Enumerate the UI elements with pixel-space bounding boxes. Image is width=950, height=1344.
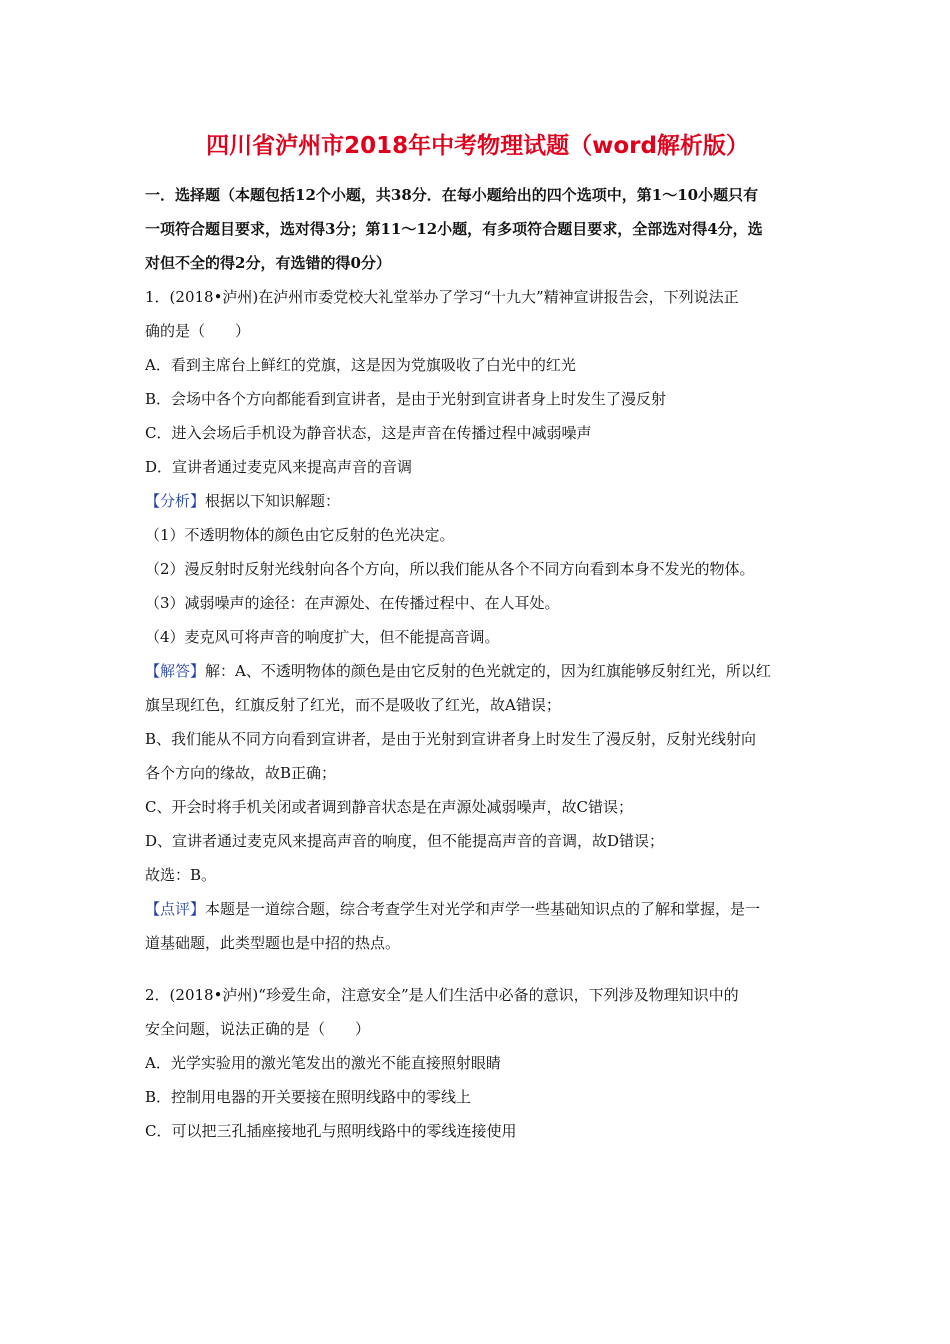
comment-heading <box>145 892 810 926</box>
analysis-point: （4）麦克风可将声音的响度扩大，但不能提高音调。 <box>145 628 500 646</box>
option-a: A．看到主席台上鲜红的党旗，这是因为党旗吸收了白光中的红光 <box>145 356 576 374</box>
section-line: 一项符合题目要求，选对得3分；第11～12小题，有多项符合题目要求，全部选对得4分，选 <box>145 220 763 238</box>
answer-line: 故选：B。 <box>145 866 217 884</box>
analysis-tag: 【分析】 <box>145 492 206 510</box>
analysis-heading <box>145 484 810 518</box>
answer-line: D、宣讲者通过麦克风来提高声音的响度，但不能提高声音的音调，故D错误； <box>145 832 665 850</box>
question-2 <box>145 978 810 1148</box>
document-title: 四川省泸州市2018年中考物理试题（word解析版） <box>206 133 749 159</box>
question-stem: 2．(2018•泸州)“珍爱生命，注意安全”是人们生活中必备的意识，下列涉及物理知识中的 <box>145 986 739 1004</box>
analysis-point: （2）漫反射时反射光线射向各个方向，所以我们能从各个不同方向看到本身不发光的物体。 <box>145 560 755 578</box>
answer-line: B、我们能从不同方向看到宣讲者，是由于光射到宣讲者身上时发生了漫反射，反射光线射向 <box>145 730 757 748</box>
answer-line: 各个方向的缘故，故B正确； <box>145 764 337 782</box>
option-c: C．进入会场后手机设为静音状态，这是声音在传播过程中减弱噪声 <box>145 424 592 442</box>
section-instructions <box>145 178 810 280</box>
option-a: A．光学实验用的激光笔发出的激光不能直接照射眼睛 <box>145 1054 501 1072</box>
question-1 <box>145 280 810 960</box>
question-gap <box>145 960 810 978</box>
question-stem: 确的是（ ） <box>145 322 251 340</box>
question-stem: 1．(2018•泸州)在泸州市委党校大礼堂举办了学习“十九大”精神宣讲报告会，下列说法正 <box>145 288 739 306</box>
option-b: B．会场中各个方向都能看到宣讲者，是由于光射到宣讲者身上时发生了漫反射 <box>145 390 667 408</box>
comment-text: 本题是一道综合题，综合考查学生对光学和声学一些基础知识点的了解和掌握，是一 <box>205 900 761 918</box>
document-page <box>145 128 810 1148</box>
section-line: 一．选择题（本题包括12个小题，共38分．在每小题给出的四个选项中，第1～10小题只有 <box>145 186 759 204</box>
analysis-point: （1）不透明物体的颜色由它反射的色光决定。 <box>145 526 455 544</box>
answer-heading <box>145 654 810 688</box>
option-d: D．宣讲者通过麦克风来提高声音的音调 <box>145 458 413 476</box>
option-b: B．控制用电器的开关要接在照明线路中的零线上 <box>145 1088 472 1106</box>
question-stem: 安全问题，说法正确的是（ ） <box>145 1020 371 1038</box>
analysis-point: （3）减弱噪声的途径：在声源处、在传播过程中、在人耳处。 <box>145 594 560 612</box>
answer-text: 解：A、不透明物体的颜色是由它反射的色光就定的，因为红旗能够反射红光，所以红 <box>205 662 771 680</box>
answer-line: 旗呈现红色，红旗反射了红光，而不是吸收了红光，故A错误； <box>145 696 561 714</box>
answer-line: C、开会时将手机关闭或者调到静音状态是在声源处减弱噪声，故C错误； <box>145 798 633 816</box>
section-line: 对但不全的得2分，有选错的得0分） <box>145 254 391 272</box>
option-c: C．可以把三孔插座接地孔与照明线路中的零线连接使用 <box>145 1122 517 1140</box>
answer-tag: 【解答】 <box>145 662 206 680</box>
analysis-intro: 根据以下知识解题： <box>205 492 341 510</box>
comment-line: 道基础题，此类型题也是中招的热点。 <box>145 934 401 952</box>
comment-tag: 【点评】 <box>145 900 206 918</box>
